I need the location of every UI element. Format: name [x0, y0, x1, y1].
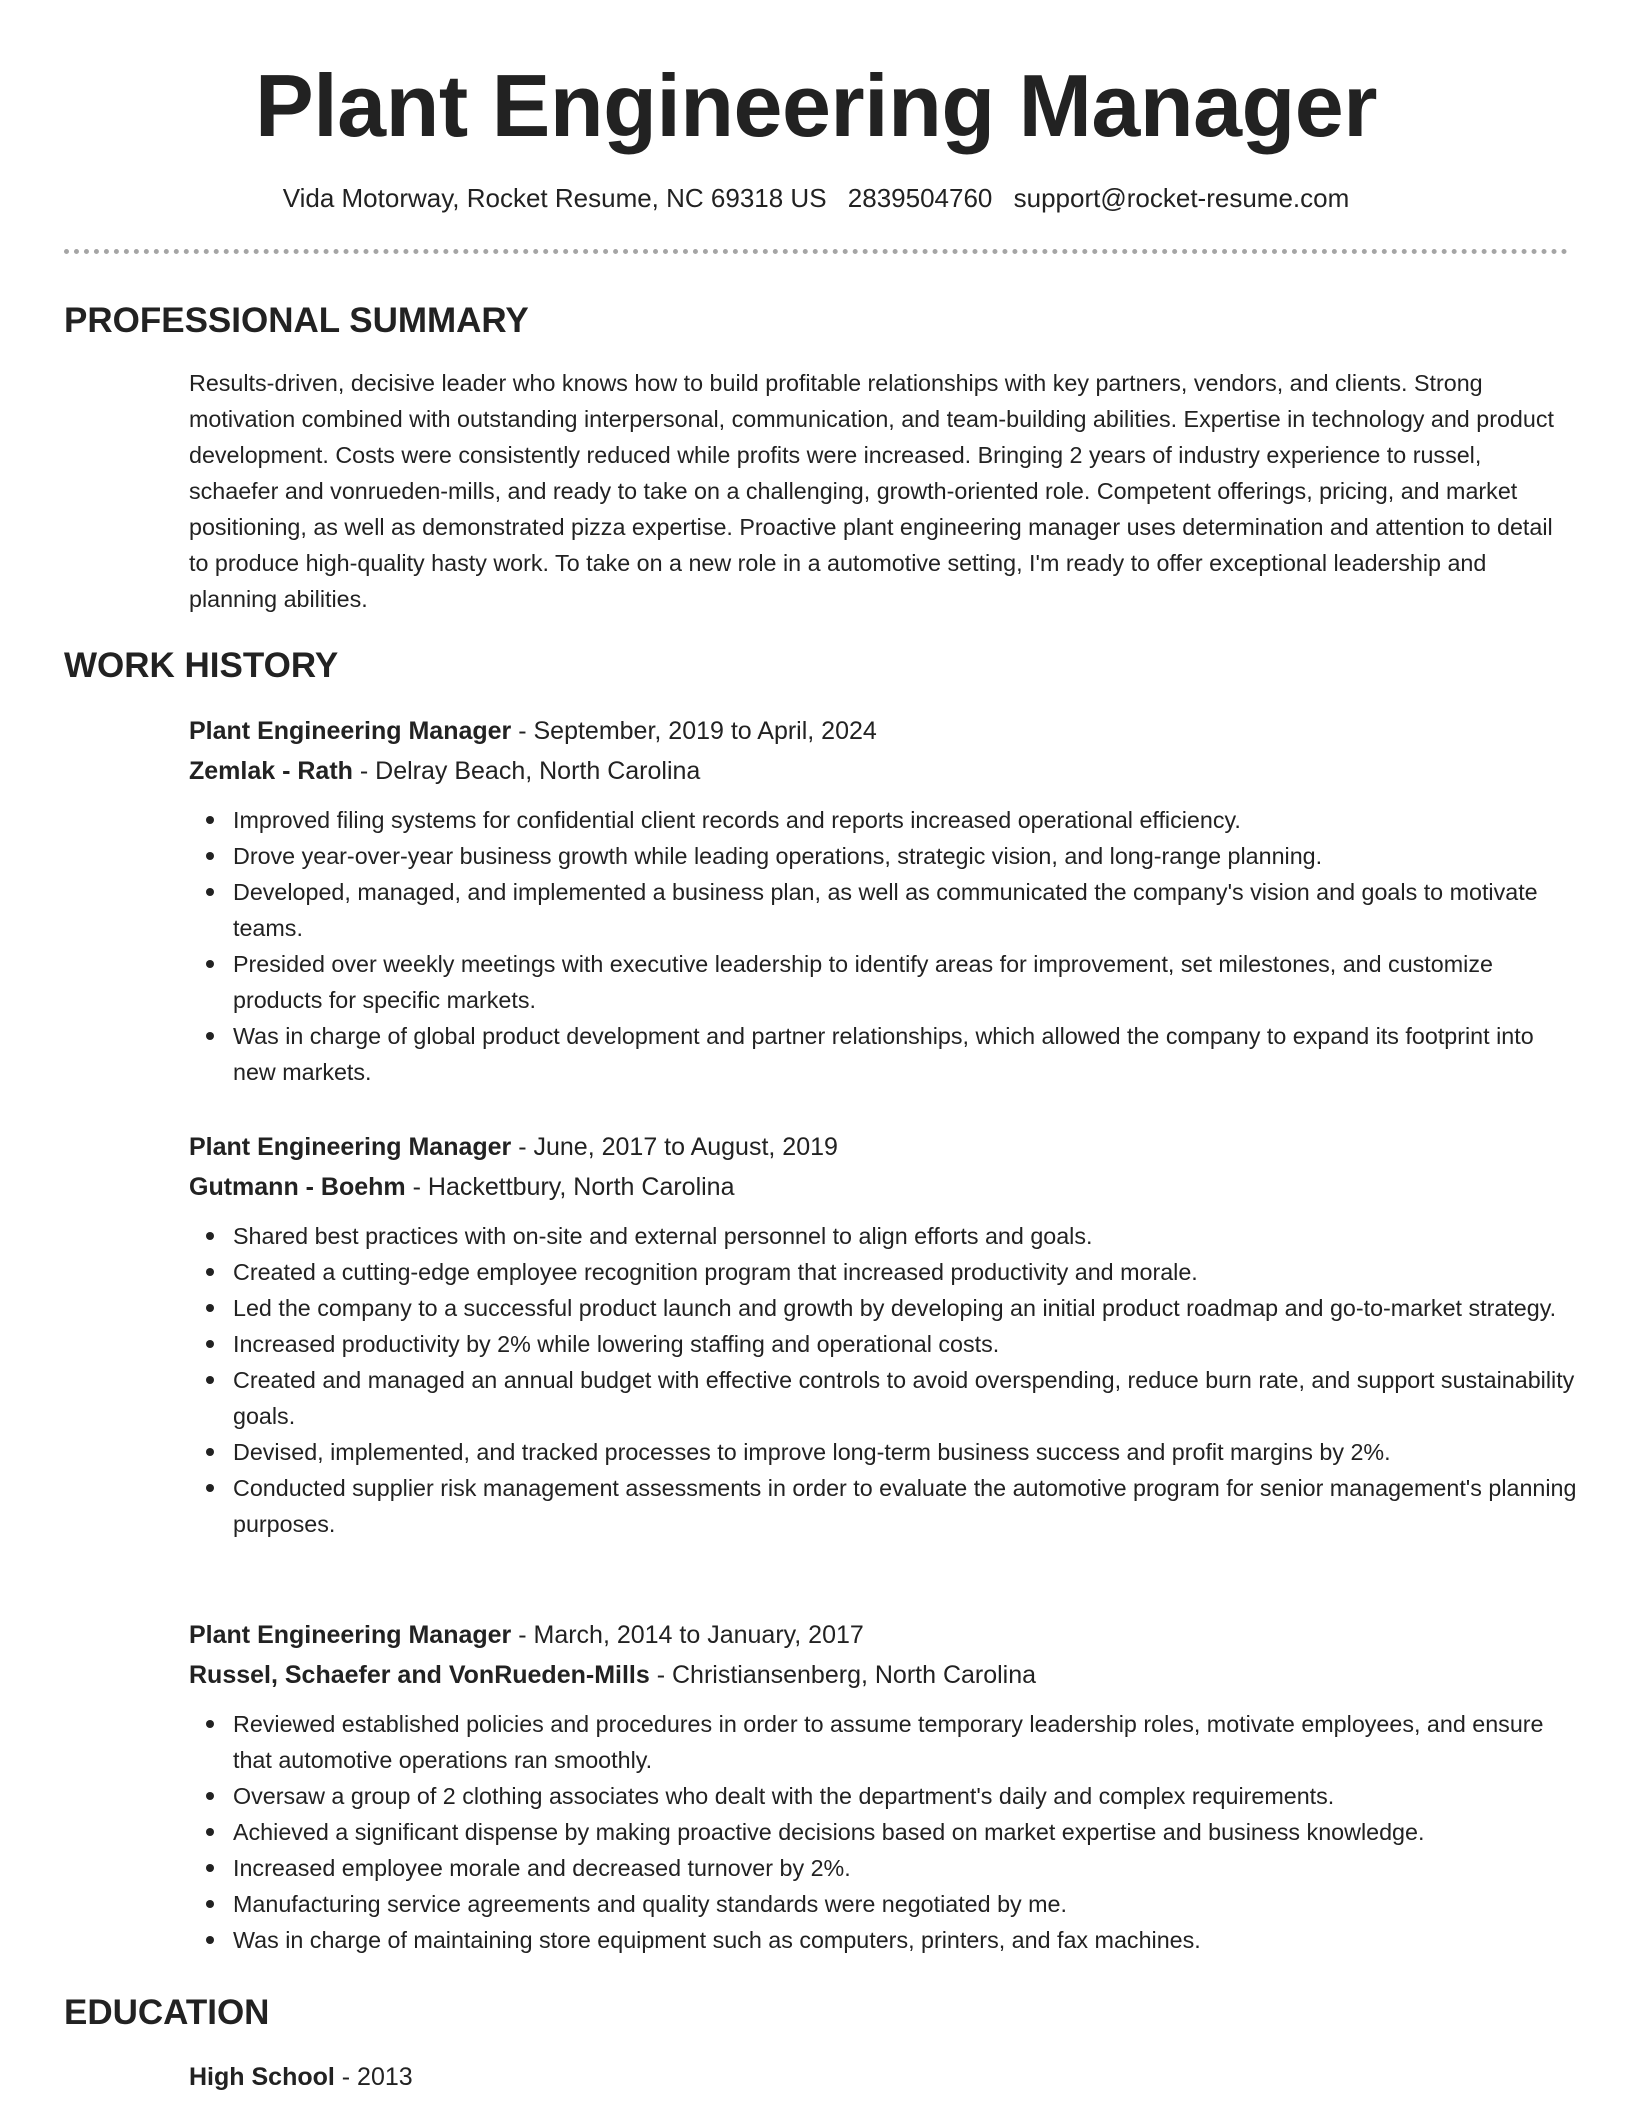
job-role: Plant Engineering Manager [189, 1133, 512, 1161]
job-bullet: Presided over weekly meetings with executive leadership to identify areas for improvement, set milestones, and customize products for specific markets. [233, 946, 1579, 1018]
resume-name-heading: Plant Engineering Manager [255, 56, 1377, 155]
job-dates: - March, 2014 to January, 2017 [511, 1621, 864, 1649]
job-bullet: Increased productivity by 2% while lowering staffing and operational costs. [233, 1326, 1579, 1362]
job-bullet: Created and managed an annual budget with effective controls to avoid overspending, reduce burn rate, and support sustainability goals. [233, 1362, 1579, 1434]
job-location: - Christiansenberg, North Carolina [649, 1661, 1037, 1689]
job-entry [189, 1615, 1579, 1958]
job-bullet: Devised, implemented, and tracked processes to improve long-term business success and profit margins by 2%. [233, 1434, 1579, 1470]
education-degree: High School [189, 2063, 335, 2091]
education-year: - 2013 [334, 2063, 413, 2091]
job-bullet: Conducted supplier risk management assessments in order to evaluate the automotive program for senior management's planning purposes. [233, 1470, 1579, 1542]
job-title-line [189, 711, 1579, 751]
contact-email: support@rocket-resume.com [1013, 183, 1350, 213]
job-bullet: Manufacturing service agreements and quality standards were negotiated by me. [233, 1886, 1579, 1922]
contact-line [0, 180, 1632, 216]
job-dates: - June, 2017 to August, 2019 [511, 1133, 838, 1161]
job-location: - Delray Beach, North Carolina [352, 757, 701, 785]
education-line [189, 2057, 1579, 2097]
job-bullet: Reviewed established policies and procedures in order to assume temporary leadership roles, motivate employees, and ensure that automotive operations ran smoothly. [233, 1706, 1579, 1778]
job-company-line [189, 1655, 1579, 1695]
job-company: Gutmann - Boehm [189, 1173, 406, 1201]
job-bullet: Created a cutting-edge employee recognition program that increased productivity and morale. [233, 1254, 1579, 1290]
job-title-line [189, 1615, 1579, 1655]
job-title-line [189, 1127, 1579, 1167]
job-entry [189, 711, 1579, 1090]
job-company: Zemlak - Rath [189, 757, 353, 785]
section-title-summary: PROFESSIONAL SUMMARY [64, 301, 529, 340]
job-bullet: Achieved a significant dispense by making proactive decisions based on market expertise and business knowledge. [233, 1814, 1579, 1850]
job-company-line [189, 1167, 1579, 1207]
job-company: Russel, Schaefer and VonRueden-Mills [189, 1661, 650, 1689]
contact-address: Vida Motorway, Rocket Resume, NC 69318 US [282, 183, 827, 213]
job-bullet: Oversaw a group of 2 clothing associates who dealt with the department's daily and complex requirements. [233, 1778, 1579, 1814]
job-entry [189, 1127, 1579, 1542]
job-bullet: Led the company to a successful product launch and growth by developing an initial product roadmap and go-to-market strategy. [233, 1290, 1579, 1326]
section-title-work-history: WORK HISTORY [64, 646, 339, 685]
job-bullet: Was in charge of global product development and partner relationships, which allowed the company to expand its footprint into new markets. [233, 1018, 1579, 1090]
job-bullet: Developed, managed, and implemented a business plan, as well as communicated the company's vision and goals to motivate teams. [233, 874, 1579, 946]
job-bullets [189, 802, 1579, 1090]
job-dates: - September, 2019 to April, 2024 [511, 717, 877, 745]
job-bullet: Was in charge of maintaining store equipment such as computers, printers, and fax machines. [233, 1922, 1579, 1958]
job-bullets [189, 1706, 1579, 1958]
job-company-line [189, 751, 1579, 791]
job-bullets [189, 1218, 1579, 1542]
job-role: Plant Engineering Manager [189, 717, 512, 745]
job-bullet: Drove year-over-year business growth while leading operations, strategic vision, and long-range planning. [233, 838, 1579, 874]
job-role: Plant Engineering Manager [189, 1621, 512, 1649]
contact-phone: 2839504760 [847, 183, 993, 213]
education-entry [189, 2057, 1579, 2097]
section-title-education: EDUCATION [64, 1993, 270, 2032]
summary-text: Results-driven, decisive leader who knows how to build profitable relationships with key partners, vendors, and clients. Strong motivation combined with outstanding interpersonal, communication, and team-building abilities. Expertise in technology and product development. Costs were consistently reduced while profits were increased. Bringing 2 years of industry experience to russel, schaefer and vonrueden-mills, and ready to take on a challenging, growth-oriented role. Competent offerings, pricing, and market positioning, as well as demonstrated pizza expertise. Proactive plant engineering manager uses determination and attention to detail to produce high-quality hasty work. To take on a new role in a automotive setting, I'm ready to offer exceptional leadership and planning abilities. [189, 370, 1554, 612]
job-location: - Hackettbury, North Carolina [405, 1173, 735, 1201]
job-bullet: Shared best practices with on-site and external personnel to align efforts and goals. [233, 1218, 1579, 1254]
job-bullet: Improved filing systems for confidential client records and reports increased operational efficiency. [233, 802, 1579, 838]
header-divider [64, 249, 1568, 254]
job-bullet: Increased employee morale and decreased turnover by 2%. [233, 1850, 1579, 1886]
